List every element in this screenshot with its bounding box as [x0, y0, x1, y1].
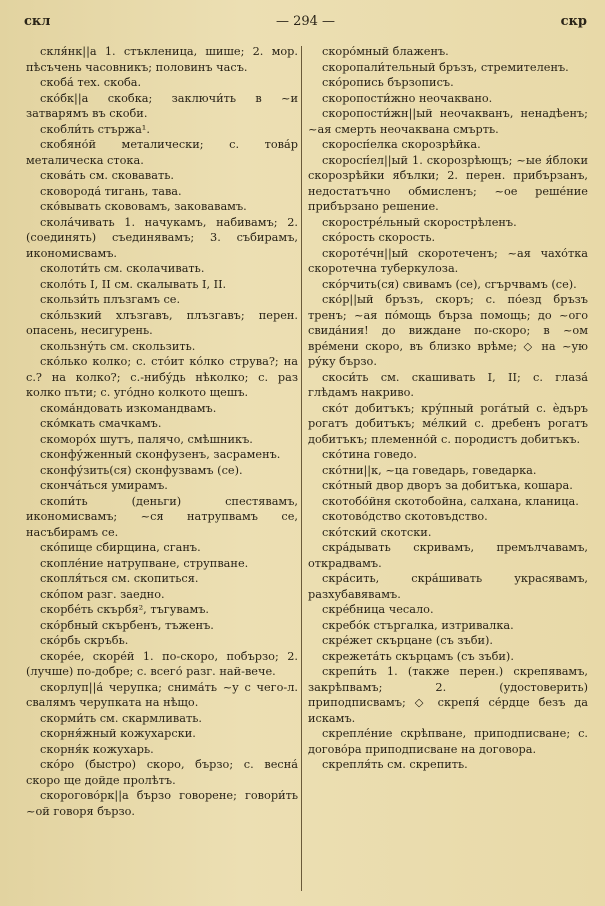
dictionary-entry: скобяно́й металически; с. това́р металическа стока.: [26, 138, 298, 167]
dictionary-entry: скорлуп||а́ черупка; снима́ть ~у с чего-л. свалямъ черупката на нѣщо.: [26, 680, 298, 709]
left-column: [26, 44, 298, 819]
dictionary-entry: скоро́мный блаженъ.: [322, 45, 449, 58]
dictionary-entry: скола́чивать 1. начукамъ, набивамъ; 2. (соединять) съединявамъ; 3. събирамъ, икономисвамъ.: [26, 215, 298, 260]
dictionary-entry: скорогово́рк||а бързо говорене; говори́ть ~ой говоря бързо.: [26, 789, 298, 818]
dictionary-entry: скопля́ться см. скопиться.: [40, 572, 199, 585]
dictionary-entry: скребо́к стъргалка, изтривалка.: [322, 618, 514, 632]
dictionary-entry: скова́ть см. сковавать.: [40, 169, 174, 182]
dictionary-entry: скоропости́жн||ый неочакванъ, ненадѣенъ; ~ая смерть неочаквана смърть.: [308, 107, 588, 136]
dictionary-entry: сколоти́ть см. сколачивать.: [40, 262, 205, 275]
dictionary-entry: сконча́ться умирамъ.: [40, 479, 168, 492]
dictionary-entry: скома́ндовать изкомандвамъ.: [40, 401, 217, 415]
dictionary-entry: скобли́ть стържа¹.: [40, 122, 150, 136]
dictionary-entry: ско́тский скотски.: [322, 525, 432, 539]
dictionary-entry: скоре́е, скоре́й 1. по-скоро, побързо; 2. (лучше) по-добре; с. всего́ разг. най-вече.: [26, 649, 298, 678]
dictionary-entry: ско́тина говедо.: [322, 448, 417, 461]
dictionary-entry: скля́нк||а 1. стъкленица, шише; 2. мор. пѣсъчень часовникъ; половинъ часъ.: [26, 45, 298, 74]
dictionary-entry: ско́рбь скръбь.: [40, 634, 129, 647]
dictionary-entry: скоба́ тех. скоба.: [40, 76, 142, 89]
dictionary-entry: скоропали́тельный бръзъ, стремителенъ.: [322, 60, 569, 74]
column-divider: [301, 46, 302, 891]
dictionary-entry: скрепля́ть см. скрепить.: [322, 758, 468, 771]
dictionary-entry: ско́рбный скърбенъ, тъженъ.: [40, 618, 214, 632]
dictionary-entry: ско́тни||к, ~ца говедарь, говедарка.: [322, 463, 537, 477]
dictionary-entry: ско́т добитъкъ; кру́пный рога́тый с. ѐдъръ рогатъ добитъкъ; ме́лкий с. дребенъ рогатъ добитъкъ; племенно́й с. породистъ добитъкъ.: [308, 401, 588, 446]
header-left-guideword: скл: [24, 14, 51, 29]
dictionary-entry: скользи́ть плъзгамъ се.: [40, 293, 181, 306]
dictionary-entry: ско́р||ый бръзъ, скоръ; с. по́езд бръзъ тренъ; ~ая по́мощь бърза помощь; до ~ого свида́ния! до виждане по-скоро; в ~ом вре́мени скоро, въ близко врѣме; ◇ на ~ую ру́ку бързо.: [308, 293, 588, 368]
dictionary-entry: скороте́чн||ый скоротеченъ; ~ая чахо́тка скоротечна туберкулоза.: [308, 246, 588, 275]
dictionary-entry: скрепле́ние скрѣпване, приподписване; с. догово́ра приподписване на договора.: [308, 727, 588, 756]
dictionary-entry: скоморо́х шутъ, палячо, смѣшникъ.: [40, 432, 253, 446]
right-column: [308, 44, 588, 773]
dictionary-entry: скоросп́ел||ый 1. скорозрѣющъ; ~ые я́блоки скорозрѣйки ябълки; 2. перен. прибързанъ, недостатъчно обмисленъ; ~ое реше́ние прибързано решение.: [308, 153, 588, 213]
dictionary-entry: ско́вывать скововамъ, заковавамъ.: [40, 200, 247, 213]
dictionary-entry: скорня́жный кожухарски.: [40, 727, 196, 740]
dictionary-entry: скоросп́елка скорозрѣйка.: [322, 138, 481, 151]
dictionary-entry: скра́дывать скривамъ, премълчавамъ, открадвамъ.: [308, 541, 588, 570]
dictionary-entry: скорбе́ть скърбя², тъгувамъ.: [40, 603, 210, 616]
dictionary-entry: сковорода́ тигань, тава.: [40, 184, 182, 198]
dictionary-entry: скоропости́жно неочаквано.: [322, 91, 493, 105]
dictionary-entry: скопи́ть (деньги) спестявамъ, икономисвамъ; ~ся натрупвамъ се, насъбирамъ се.: [26, 494, 298, 539]
dictionary-entry: скотово́дство скотовъдство.: [322, 510, 488, 523]
dictionary-entry: ско́мкать смачкамъ.: [40, 417, 162, 430]
dictionary-entry: ско́ропись бързописъ.: [322, 76, 454, 89]
dictionary-entry: ско́бк||а скобка; заключи́ть в ~и затварямъ въ скоби.: [26, 91, 298, 120]
dictionary-entry: ско́лько колко; с. сто́ит ко́лко струва?; на с.? на колко?; с.-нибу́дь нѣколко; с. раз колко пъти; с. уго́дно колкото щешъ.: [26, 355, 298, 399]
dictionary-entry: скользну́ть см. скользить.: [40, 339, 196, 353]
dictionary-entry: скопле́ние натрупване, струпване.: [40, 556, 249, 570]
dictionary-entry: скрежета́ть скърцамъ (съ зъби).: [322, 649, 514, 663]
dictionary-entry: ско́пище сбирщина, сганъ.: [40, 541, 201, 554]
header-right-guideword: скр: [560, 14, 587, 29]
dictionary-entry: скре́жет скърцане (съ зъби).: [322, 634, 494, 647]
dictionary-entry: ско́пом разг. заедно.: [40, 587, 165, 601]
dictionary-entry: сконфу́женный сконфузенъ, засраменъ.: [40, 448, 281, 461]
dictionary-entry: ско́тный двор дворъ за добитъка, кошара.: [322, 479, 573, 492]
page-number: — 294 —: [275, 14, 336, 29]
dictionary-entry: скра́сить, скра́шивать украсявамъ, разхубавявамъ.: [308, 572, 588, 601]
dictionary-entry: скотобо́йня скотобойна, салхана, кланица.: [322, 494, 579, 508]
dictionary-entry: ско́рость скорость.: [322, 231, 436, 244]
page-header: [24, 14, 587, 34]
dictionary-entry: сконфу́зить(ся) сконфузвамъ (се).: [40, 463, 243, 477]
dictionary-entry: сколо́ть I, II см. скалывать I, II.: [40, 277, 227, 291]
dictionary-entry: скрепи́ть 1. (также перен.) скрепявамъ, закрѣпвамъ; 2. (удостоверить) приподписвамъ; ◇ скрепя́ се́рдце безъ да искамъ.: [308, 665, 588, 725]
dictionary-entry: скорострéльный скорострѣленъ.: [322, 215, 517, 229]
dictionary-entry: скорми́ть см. скармливать.: [40, 711, 202, 725]
dictionary-entry: скоси́ть см. скашивать I, II; с. глаза́ глѣдамъ накриво.: [308, 370, 588, 399]
dictionary-entry: скорня́к кожухарь.: [40, 742, 154, 756]
dictionary-entry: скре́бница чесало.: [322, 603, 434, 616]
dictionary-entry: ско́ро (быстро) скоро, бързо; с. весна́ скоро ще дойде пролѣтъ.: [26, 758, 298, 787]
dictionary-entry: ско́льзкий хлъзгавъ, плъзгавъ; перен. опасень, несигурень.: [26, 308, 298, 337]
dictionary-entry: ско́рчить(ся) свивамъ (се), сгърчвамъ (се).: [322, 277, 577, 291]
